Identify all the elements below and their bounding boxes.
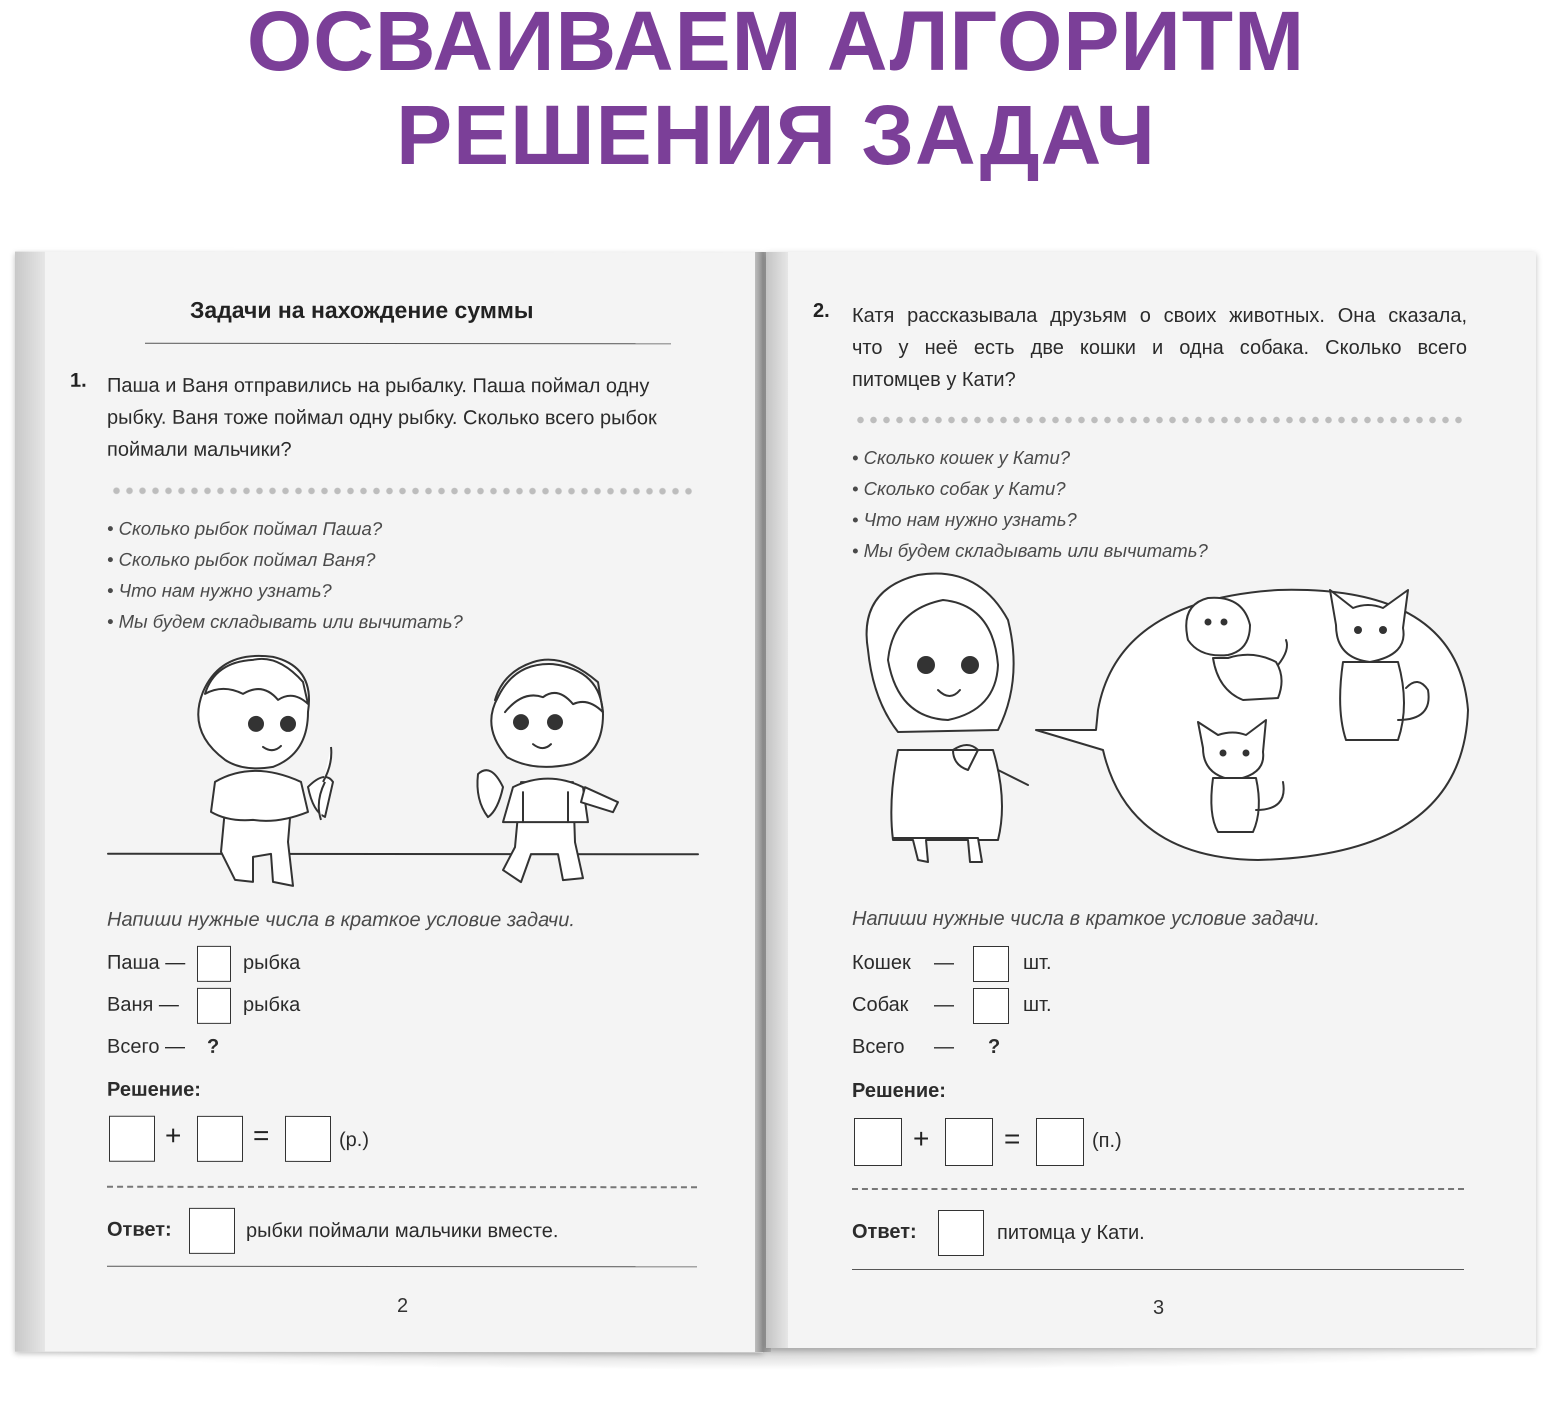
task-number: 1. [70,369,87,392]
result-unit: (п.) [1092,1130,1122,1152]
task-line-3: питомцев у Кати? [852,369,1016,391]
condition-label-total: Всего — [107,1035,185,1058]
solution-box-result[interactable] [1036,1118,1084,1166]
girl-pets-illustration [858,570,1478,880]
boys-fishing-illustration [103,642,703,903]
instruction-text: Напиши нужные числа в краткое условие задачи. [107,908,575,932]
condition-box-dogs[interactable] [973,988,1009,1024]
hint-question-1: • Сколько кошек у Кати? [852,447,1071,468]
condition-unit-total: ? [207,1035,220,1058]
condition-label-pasha: Паша — [107,951,186,974]
answer-text: рыбки поймали мальчики вместе. [246,1219,559,1243]
condition-unit-vanya: рыбка [243,993,301,1016]
page-number: 3 [1153,1297,1165,1319]
task-line-2: что у неё есть две кошки и одна собака. Сколько всего [852,337,1467,359]
heading-underline [145,343,671,344]
solution-box-1[interactable] [854,1118,902,1166]
hint-question-3: • Что нам нужно узнать? [107,579,332,601]
hint-question-2: • Сколько рыбок поймал Ваня? [107,548,376,570]
hint-question-4: • Мы будем складывать или вычитать? [852,540,1208,561]
plus-sign: + [913,1123,930,1154]
hint-question-3: • Что нам нужно узнать? [852,509,1077,530]
hint-question-1: • Сколько рыбок поймал Паша? [107,517,383,539]
condition-label-cats: Кошек [852,952,911,974]
condition-dash-total: — [934,1036,954,1058]
left-page [15,252,763,1353]
condition-unit-dogs: шт. [1023,994,1052,1016]
boy-pasha-figure [198,656,333,886]
result-unit: (р.) [339,1128,369,1151]
condition-dash-cats: — [934,952,954,974]
instruction-text: Напиши нужные числа в краткое условие задачи. [852,908,1320,930]
banner-line-1: ОСВАИВАЕМ АЛГОРИТМ [246,0,1306,88]
condition-box-pasha[interactable] [197,946,231,982]
task-number: 2. [813,300,830,322]
task-line-3: поймали мальчики? [107,438,292,461]
condition-label-dogs: Собак [852,994,909,1016]
hint-question-4: • Мы будем складывать или вычитать? [107,610,463,633]
solution-label: Решение: [107,1078,201,1101]
answer-underline [852,1269,1464,1270]
right-page-edge [766,252,788,1348]
condition-unit-total: ? [988,1036,1001,1058]
condition-dash-dogs: — [934,994,954,1016]
condition-unit-pasha: рыбка [243,951,301,974]
page-heading: Задачи на нахождение суммы [190,296,534,324]
solution-box-1[interactable] [109,1116,155,1162]
solution-box-2[interactable] [945,1118,993,1166]
boy-vanya-figure [477,660,618,883]
task-line-1: Паша и Ваня отправились на рыбалку. Паша поймал одну [107,374,650,398]
page-number: 2 [397,1295,409,1318]
task-line-2: рыбку. Ваня тоже поймал одну рыбку. Сколько всего рыбок [107,406,657,430]
dotted-separator [854,416,1464,424]
condition-box-vanya[interactable] [197,988,231,1024]
condition-label-vanya: Ваня — [107,993,179,1016]
condition-unit-cats: шт. [1023,952,1052,974]
answer-label: Ответ: [852,1221,917,1243]
dashed-separator [107,1186,697,1189]
answer-label: Ответ: [107,1218,172,1241]
solution-box-result[interactable] [285,1116,331,1162]
answer-text: питомца у Кати. [997,1222,1145,1244]
girl-katya-figure [867,573,1028,862]
solution-box-2[interactable] [197,1116,243,1162]
plus-sign: + [165,1119,182,1151]
equals-sign: = [253,1119,270,1151]
answer-box[interactable] [189,1208,235,1254]
dashed-separator [852,1188,1464,1190]
equals-sign: = [1004,1123,1021,1154]
answer-underline [107,1266,697,1268]
banner-line-2: РЕШЕНИЯ ЗАДАЧ [396,88,1156,182]
solution-label: Решение: [852,1080,946,1102]
hint-question-2: • Сколько собак у Кати? [852,478,1066,499]
condition-label-total: Всего [852,1036,905,1058]
condition-box-cats[interactable] [973,946,1009,982]
answer-box[interactable] [938,1210,984,1256]
dotted-separator [110,487,695,496]
task-line-1: Катя рассказывала друзьям о своих животных. Она сказала, [852,305,1467,327]
left-page-edge [15,252,45,1352]
right-page [766,252,1536,1348]
